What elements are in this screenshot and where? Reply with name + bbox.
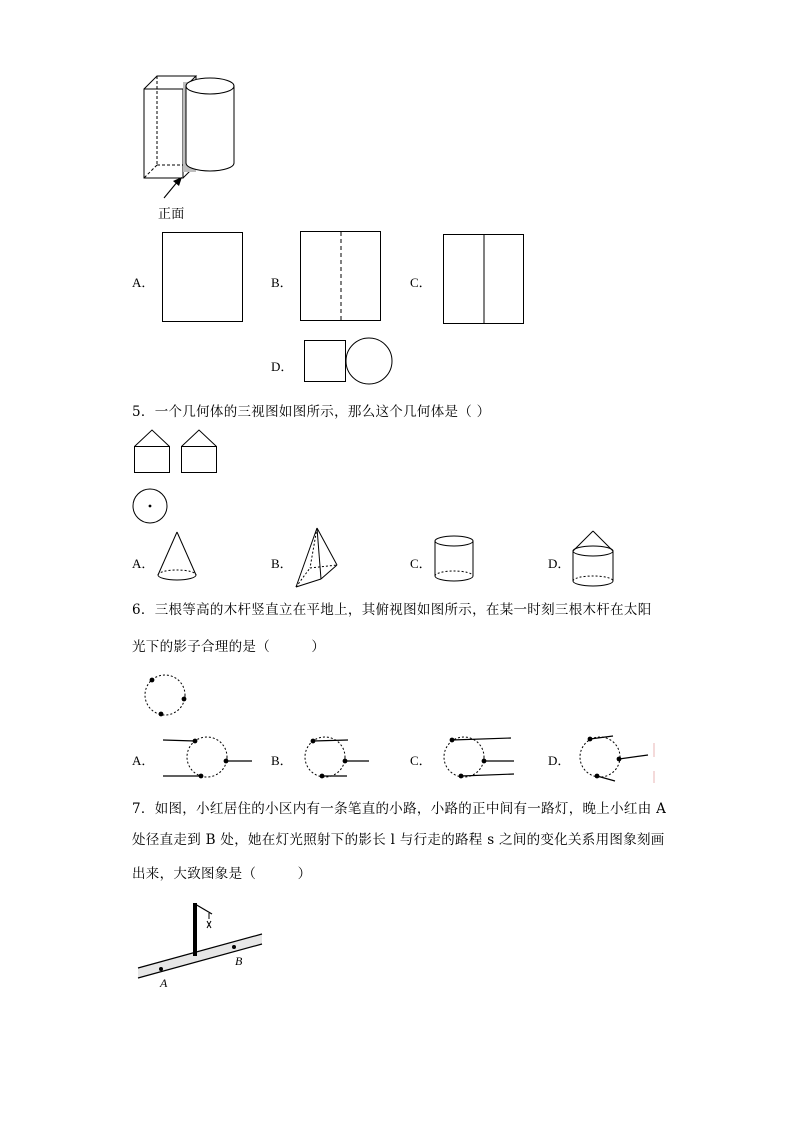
q5-option-a-label[interactable]: A． [132,556,155,571]
front-arrow [160,175,190,200]
q6-stem-line1: 6．三根等高的木杆竖直立在平地上，其俯视图如图所示，在某一时刻三根木杆在太阳 [132,602,652,618]
q4-option-d-label[interactable]: D． [271,359,294,374]
q6-option-b-shadows [302,734,374,784]
q6-option-d-label[interactable]: D． [548,753,571,768]
q4-option-c-label[interactable]: C． [410,275,432,290]
q5-option-a-cone [155,530,199,586]
q4-option-d-square-circle [303,338,395,386]
q7-point-b-label: B [235,954,243,968]
q4-option-a-square [162,232,244,322]
front-label: 正面 [158,207,185,222]
q6-option-d-shadows [576,733,660,787]
q6-option-c-label[interactable]: C． [410,753,432,768]
q7-stem-line3: 出来，大致图象是（ ） [132,866,312,882]
q6-option-b-label[interactable]: B． [271,753,293,768]
q5-three-views [132,428,222,528]
q7-point-a-label: A [160,976,168,990]
q7-stem-line1: 7．如图，小红居住的小区内有一条笔直的小路，小路的正中间有一路灯，晚上小红由 A [132,801,667,817]
q4-option-b-rect-dashed [300,231,382,322]
q7-road-lamp-figure [135,898,270,993]
q6-option-a-shadows [160,734,260,784]
q4-option-a-label[interactable]: A． [132,275,155,290]
q4-solid-figure [135,72,245,182]
q4-option-b-label[interactable]: B． [271,275,293,290]
q5-option-c-label[interactable]: C． [410,556,432,571]
q5-option-d-label[interactable]: D． [548,556,571,571]
q5-option-d-cone-on-cylinder [570,529,616,589]
q5-option-c-cylinder [432,534,476,586]
q4-option-c-rect-solid [443,234,525,325]
q6-option-c-shadows [440,733,520,783]
q5-option-b-pyramid [293,527,341,589]
q7-stem-line2: 处径直走到 B 处，她在灯光照射下的影长 l 与行走的路程 s 之间的变化关系用图象刻画 [132,832,665,848]
q6-top-view [140,672,192,720]
q6-stem-line2: 光下的影子合理的是（ ） [132,639,326,655]
q5-option-b-label[interactable]: B． [271,556,293,571]
q6-option-a-label[interactable]: A． [132,753,155,768]
q5-stem: 5．一个几何体的三视图如图所示，那么这个几何体是（ ） [132,404,491,420]
